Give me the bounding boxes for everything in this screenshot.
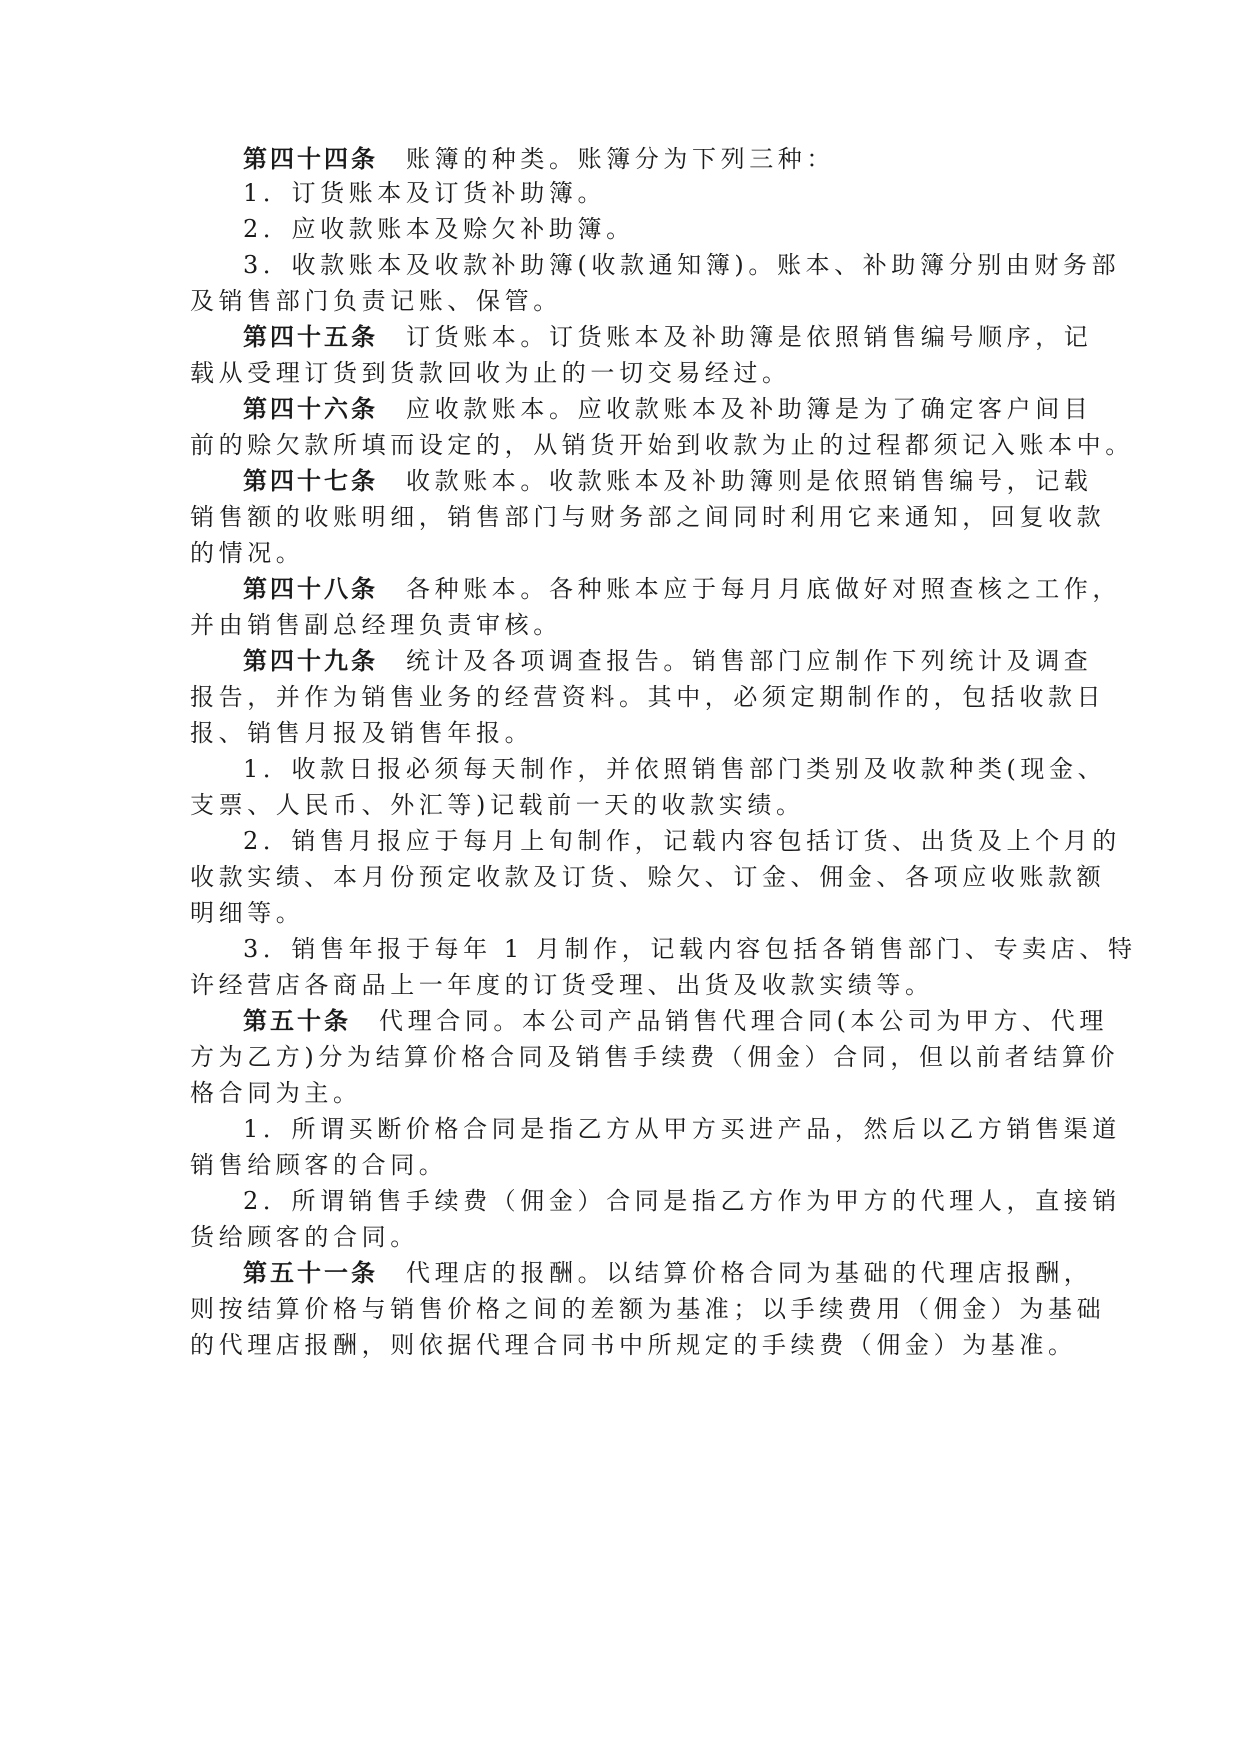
paragraph-line xyxy=(243,574,1121,604)
line-text: 载从受理订货到货款回收为止的一切交易经过。 xyxy=(190,359,791,387)
paragraph-line xyxy=(190,1150,447,1180)
paragraph-line xyxy=(190,538,304,568)
paragraph-line xyxy=(243,646,1092,676)
line-text: 销售额的收账明细，销售部门与财务部之间同时利用它来通知，回复收款 xyxy=(190,503,1106,531)
paragraph-line xyxy=(190,1222,419,1252)
paragraph-line xyxy=(190,790,805,820)
paragraph-line xyxy=(243,1006,1108,1036)
paragraph-line xyxy=(190,862,1105,892)
article-heading: 第五十条 xyxy=(243,1006,351,1035)
line-text: 订货账本。订货账本及补助簿是依照销售编号顺序，记 xyxy=(406,323,1093,351)
paragraph-line xyxy=(243,934,1137,964)
line-text: 收款实绩、本月份预定收款及订货、赊欠、订金、佣金、各项应收账款额 xyxy=(190,863,1106,891)
line-text: 明细等。 xyxy=(190,899,305,927)
line-text: 支票、人民币、外汇等)记载前一天的收款实绩。 xyxy=(190,791,805,819)
line-text: 2．应收款账本及赊欠补助簿。 xyxy=(243,215,635,243)
paragraph-line xyxy=(243,754,1106,784)
line-text: 1．订货账本及订货补助簿。 xyxy=(243,179,607,207)
line-text: 并由销售副总经理负责审核。 xyxy=(190,611,562,639)
line-text: 1．收款日报必须每天制作，并依照销售部门类别及收款种类(现金、 xyxy=(243,755,1107,783)
paragraph-line xyxy=(243,394,1092,424)
paragraph-line xyxy=(243,322,1092,352)
paragraph-line xyxy=(190,682,1105,712)
line-text: 销售给顾客的合同。 xyxy=(190,1151,448,1179)
line-text: 2．所谓销售手续费（佣金）合同是指乙方作为甲方的代理人，直接销 xyxy=(243,1187,1121,1215)
line-text: 许经营店各商品上一年度的订货受理、出货及收款实绩等。 xyxy=(190,971,934,999)
paragraph-line xyxy=(190,1330,1077,1360)
paragraph-line xyxy=(190,1294,1105,1324)
article-heading: 第四十七条 xyxy=(243,466,378,495)
line-text: 则按结算价格与销售价格之间的差额为基准；以手续费用（佣金）为基础 xyxy=(190,1295,1106,1323)
paragraph-line xyxy=(190,502,1105,532)
line-text: 应收款账本。应收款账本及补助簿是为了确定客户间目 xyxy=(406,395,1093,423)
article-heading: 第四十五条 xyxy=(243,322,378,351)
paragraph-line xyxy=(190,610,562,640)
line-text: 账簿的种类。账簿分为下列三种： xyxy=(406,145,835,173)
line-text: 代理合同。本公司产品销售代理合同(本公司为甲方、代理 xyxy=(379,1007,1108,1035)
paragraph-line xyxy=(190,430,1134,460)
article-heading: 第五十一条 xyxy=(243,1258,378,1287)
line-text: 各种账本。各种账本应于每月月底做好对照查核之工作， xyxy=(406,575,1121,603)
line-text: 的情况。 xyxy=(190,539,305,567)
article-heading: 第四十六条 xyxy=(243,394,378,423)
paragraph-line xyxy=(243,466,1092,496)
line-text: 前的赊欠款所填而设定的，从销货开始到收款为止的过程都须记入账本中。 xyxy=(190,431,1134,459)
paragraph-line xyxy=(190,286,562,316)
line-text: 统计及各项调查报告。销售部门应制作下列统计及调查 xyxy=(406,647,1093,675)
article-heading: 第四十八条 xyxy=(243,574,378,603)
line-text: 的代理店报酬，则依据代理合同书中所规定的手续费（佣金）为基准。 xyxy=(190,1331,1077,1359)
article-heading: 第四十四条 xyxy=(243,144,378,173)
paragraph-line xyxy=(243,826,1121,856)
line-text: 2．销售月报应于每月上旬制作，记载内容包括订货、出货及上个月的 xyxy=(243,827,1121,855)
paragraph-line xyxy=(243,1258,1092,1288)
line-text: 1．所谓买断价格合同是指乙方从甲方买进产品，然后以乙方销售渠道 xyxy=(243,1115,1121,1143)
line-text: 代理店的报酬。以结算价格合同为基础的代理店报酬， xyxy=(406,1259,1093,1287)
paragraph-line xyxy=(243,214,635,244)
line-text: 方为乙方)分为结算价格合同及销售手续费（佣金）合同，但以前者结算价 xyxy=(190,1043,1120,1071)
paragraph-line xyxy=(190,1042,1119,1072)
line-text: 及销售部门负责记账、保管。 xyxy=(190,287,562,315)
paragraph-line xyxy=(190,898,304,928)
paragraph-line xyxy=(190,718,533,748)
paragraph-line xyxy=(243,250,1120,280)
line-text: 3．销售年报于每年 1 月制作，记载内容包括各销售部门、专卖店、特 xyxy=(243,935,1137,963)
line-text: 3．收款账本及收款补助簿(收款通知簿)。账本、补助簿分别由财务部 xyxy=(243,251,1121,279)
paragraph-line xyxy=(190,970,934,1000)
paragraph-line xyxy=(243,1186,1121,1216)
paragraph-line xyxy=(243,1114,1121,1144)
line-text: 格合同为主。 xyxy=(190,1079,362,1107)
paragraph-line xyxy=(190,358,791,388)
article-heading: 第四十九条 xyxy=(243,646,378,675)
line-text: 货给顾客的合同。 xyxy=(190,1223,419,1251)
line-text: 报告，并作为销售业务的经营资料。其中，必须定期制作的，包括收款日 xyxy=(190,683,1106,711)
paragraph-line xyxy=(243,178,606,208)
paragraph-line xyxy=(243,144,835,174)
paragraph-line xyxy=(190,1078,362,1108)
line-text: 报、销售月报及销售年报。 xyxy=(190,719,534,747)
line-text: 收款账本。收款账本及补助簿则是依照销售编号，记载 xyxy=(406,467,1093,495)
